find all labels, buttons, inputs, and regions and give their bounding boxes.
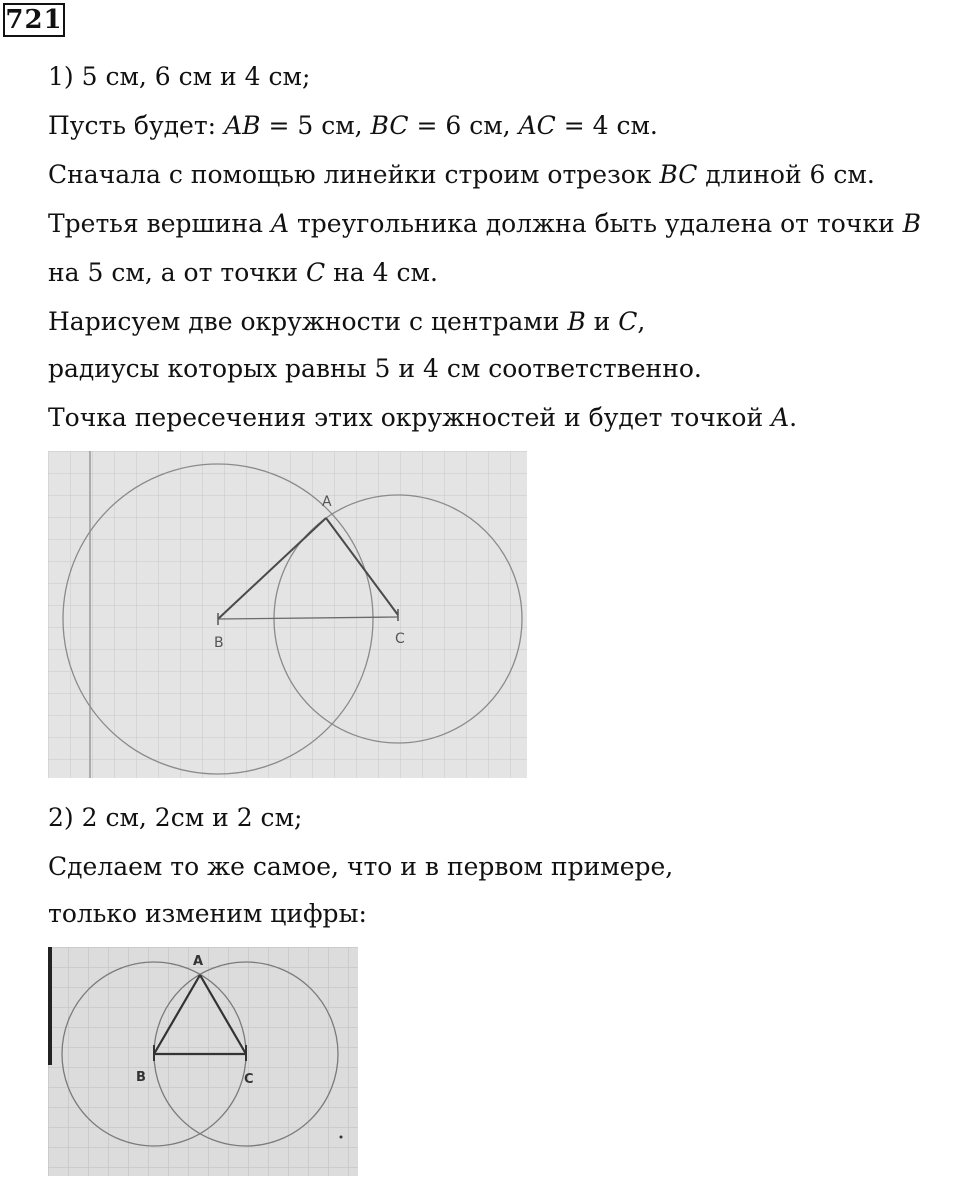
construction-drawing-1	[48, 451, 527, 778]
label-B: B	[136, 1070, 146, 1085]
part2-line3: только изменим цифры:	[48, 899, 367, 928]
label-B: B	[214, 635, 224, 651]
part1-line5	[48, 258, 438, 288]
text: Пусть будет:	[48, 111, 225, 140]
label-C: C	[244, 1072, 254, 1087]
math-A: A	[270, 209, 289, 238]
part1-line1: 1) 5 см, 6 см и 4 см;	[48, 62, 311, 91]
label-A: A	[322, 494, 332, 510]
part2-line2: Сделаем то же самое, что и в первом примере,	[48, 852, 674, 881]
math-BC: BC	[659, 160, 698, 189]
math-B: B	[567, 307, 586, 336]
text: = 5 см,	[260, 111, 371, 140]
part1-line7: радиусы которых равны 5 и 4 см соответственно.	[48, 354, 702, 383]
photo-edge	[48, 947, 52, 1065]
math-C: C	[306, 258, 326, 287]
pencil-dot	[340, 1136, 343, 1139]
part1-line3	[48, 160, 875, 190]
text: Сначала с помощью линейки строим отрезок	[48, 160, 660, 189]
math-BC: BC	[370, 111, 409, 140]
text: на 4 см.	[325, 258, 438, 287]
math-C: C	[618, 307, 638, 336]
label-A: A	[193, 954, 204, 969]
math-AB: AB	[224, 111, 261, 140]
part1-line4	[48, 209, 921, 239]
label-C: C	[395, 631, 405, 647]
problem-number-badge: 721	[3, 3, 65, 37]
construction-drawing-2	[48, 947, 358, 1176]
text: Точка пересечения этих окружностей и будет точкой	[48, 403, 772, 432]
construction-photo-1	[48, 451, 527, 778]
part1-line6	[48, 307, 645, 337]
text: и	[585, 307, 619, 336]
math-AC: AC	[518, 111, 556, 140]
text: ,	[637, 307, 646, 336]
part1-line8	[48, 403, 797, 433]
text: = 6 см,	[408, 111, 519, 140]
text: Третья вершина	[48, 209, 271, 238]
construction-photo-2	[48, 947, 358, 1176]
text: Нарисуем две окружности с центрами	[48, 307, 568, 336]
part1-line2	[48, 111, 658, 141]
part2-line1: 2) 2 см, 2см и 2 см;	[48, 803, 303, 832]
text: .	[789, 403, 798, 432]
text: = 4 см.	[555, 111, 658, 140]
math-B: B	[902, 209, 921, 238]
text: на 5 см, а от точки	[48, 258, 307, 287]
text: треугольника должна быть удалена от точки	[289, 209, 903, 238]
text: длиной 6 см.	[697, 160, 875, 189]
math-A: A	[771, 403, 790, 432]
